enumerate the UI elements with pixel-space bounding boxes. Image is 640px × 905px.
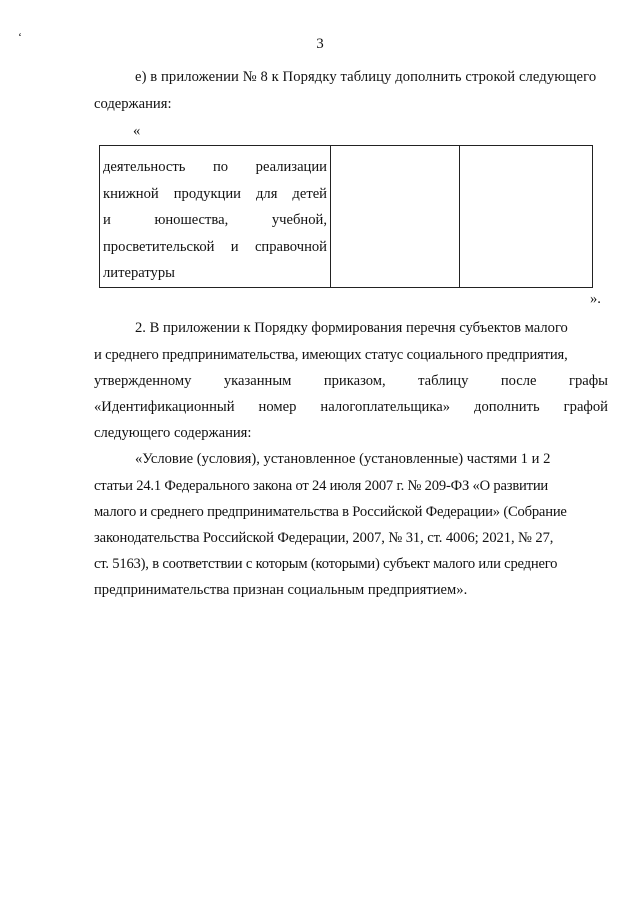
quote-line-5: ст. 5163), в соответствии с которым (которыми) субъект малого или среднего bbox=[94, 556, 558, 572]
quote-line-6: предпринимательства признан социальным предприятием». bbox=[94, 582, 468, 598]
cell-line-2: книжной продукции для детей bbox=[103, 185, 327, 202]
item-2-line-4: «Идентификационный номер налогоплательщика» дополнить графой bbox=[94, 399, 608, 415]
table-row bbox=[100, 146, 593, 288]
table-cell-activity bbox=[100, 146, 331, 288]
item-e-line-1: е) в приложении № 8 к Порядку таблицу дополнить строкой следующего bbox=[135, 69, 597, 85]
insert-table bbox=[99, 145, 593, 288]
quote-line-1: «Условие (условия), установленное (установленные) частями 1 и 2 bbox=[135, 451, 551, 467]
item-2-line-5: следующего содержания: bbox=[94, 425, 252, 441]
table-cell-empty-2 bbox=[331, 146, 460, 288]
quote-line-4: законодательства Российской Федерации, 2007, № 31, ст. 4006; 2021, № 27, bbox=[94, 530, 554, 546]
cell-line-4: просветительской и справочной bbox=[103, 238, 327, 255]
quote-line-2: статьи 24.1 Федерального закона от 24 июля 2007 г. № 209-ФЗ «О развитии bbox=[94, 478, 549, 494]
item-2-line-1: 2. В приложении к Порядку формирования перечня субъектов малого bbox=[135, 320, 568, 336]
cell-line-5: литературы bbox=[103, 265, 175, 282]
close-quote: ». bbox=[590, 291, 601, 307]
open-quote: « bbox=[133, 123, 141, 139]
item-2-line-2: и среднего предпринимательства, имеющих статус социального предприятия, bbox=[94, 347, 568, 363]
scan-mark: ‘ bbox=[18, 30, 22, 44]
item-2-line-3: утвержденному указанным приказом, таблицу после графы bbox=[94, 373, 608, 389]
table-cell-empty-3 bbox=[460, 146, 593, 288]
cell-line-1: деятельность по реализации bbox=[103, 159, 327, 175]
quote-line-3: малого и среднего предпринимательства в Российской Федерации» (Собрание bbox=[94, 504, 567, 520]
page-number: 3 bbox=[316, 36, 324, 52]
item-e-line-2: содержания: bbox=[94, 96, 172, 112]
cell-line-3: и юношества, учебной, bbox=[103, 212, 327, 229]
